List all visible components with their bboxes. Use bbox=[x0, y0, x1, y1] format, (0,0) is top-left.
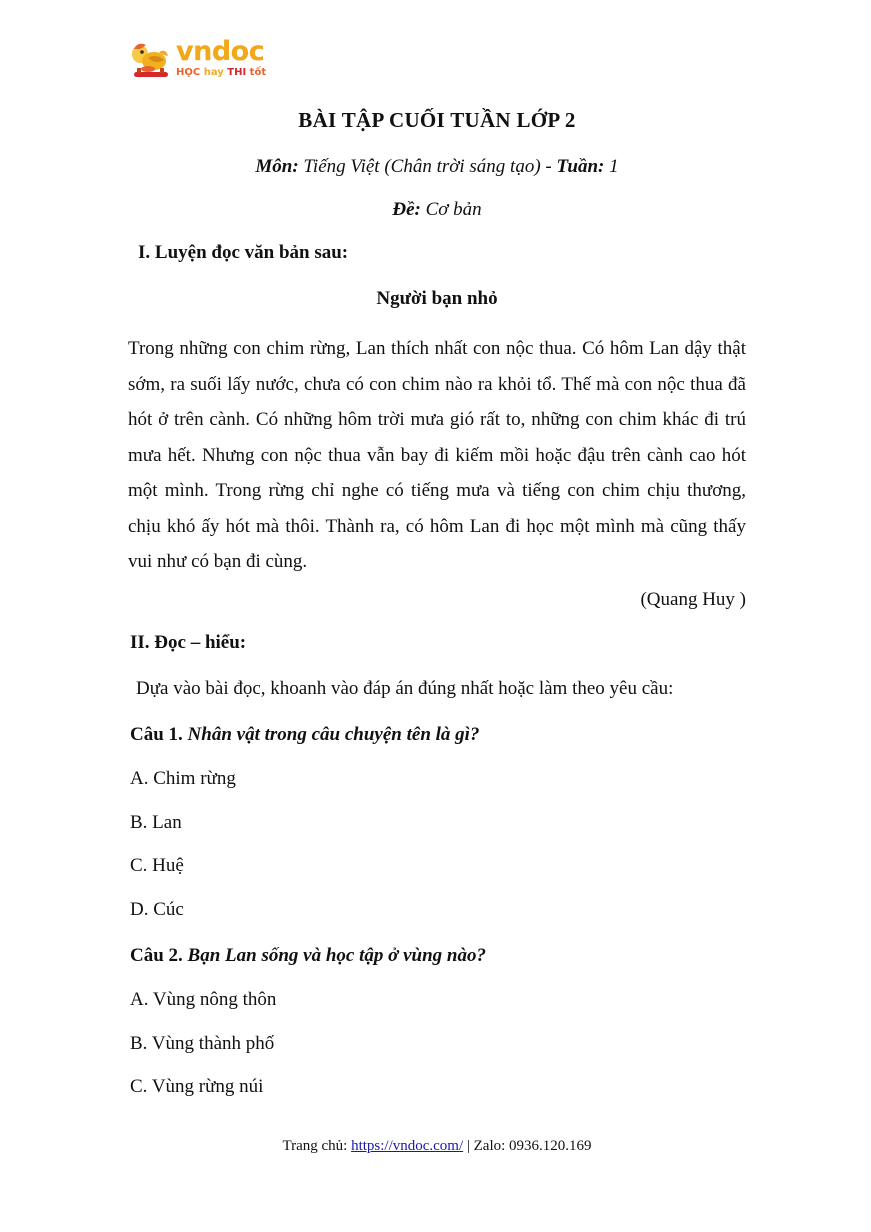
story-title: Người bạn nhỏ bbox=[376, 288, 498, 309]
subject-line bbox=[128, 156, 746, 178]
logo-tagline bbox=[176, 67, 316, 79]
logo-text bbox=[176, 38, 316, 84]
logo-wordmark: vndoc bbox=[176, 38, 316, 66]
tagline-word-4: tốt bbox=[249, 67, 267, 78]
question-1 bbox=[130, 724, 479, 746]
question-2-number: Câu 2. bbox=[130, 945, 183, 966]
question-1-option-c[interactable]: C. Huệ bbox=[130, 855, 184, 876]
question-1-option-a[interactable]: A. Chim rừng bbox=[130, 768, 236, 789]
question-2 bbox=[130, 945, 486, 967]
tagline-word-2: hay bbox=[203, 67, 224, 78]
question-2-option-b[interactable]: B. Vùng thành phố bbox=[130, 1033, 275, 1054]
subject-label: Môn: bbox=[255, 156, 299, 177]
bird-mascot-icon bbox=[128, 40, 174, 82]
instruction-text: Dựa vào bài đọc, khoanh vào đáp án đúng nhất hoặc làm theo yêu cầu: bbox=[136, 678, 674, 699]
tagline-word-1: HỌC bbox=[176, 67, 201, 78]
tagline-word-3: THI bbox=[227, 67, 247, 78]
page-title: BÀI TẬP CUỐI TUẦN LỚP 2 bbox=[298, 108, 576, 132]
week-value: 1 bbox=[604, 156, 619, 177]
footer-link[interactable]: https://vndoc.com/ bbox=[351, 1138, 464, 1154]
story-attribution: (Quang Huy ) bbox=[640, 589, 746, 610]
level-value: Cơ bản bbox=[420, 199, 482, 220]
question-2-text: Bạn Lan sống và học tập ở vùng nào? bbox=[182, 945, 486, 966]
question-1-number: Câu 1. bbox=[130, 724, 183, 745]
section-heading-two: II. Đọc – hiểu: bbox=[130, 632, 247, 653]
level-line bbox=[128, 199, 746, 221]
page-footer bbox=[128, 1138, 746, 1155]
question-2-option-c[interactable]: C. Vùng rừng núi bbox=[130, 1076, 264, 1097]
footer-prefix: Trang chủ: bbox=[282, 1138, 352, 1154]
footer-suffix: | Zalo: 0936.120.169 bbox=[463, 1138, 592, 1154]
story-body bbox=[128, 331, 746, 580]
subject-value: Tiếng Việt (Chân trời sáng tạo) - bbox=[298, 156, 557, 177]
story-body-text: Trong những con chim rừng, Lan thích nhất con nộc thua. Có hôm Lan dậy thật sớm, ra suối lấy nước, chưa có con chim nào ra khỏi tổ. Thế mà con nộc thua đã hót ở trên cành. Có những hôm trời mưa gió rất to, những con chim khác đi trú mưa hết. Nhưng con nộc thua vẫn bay đi kiếm mồi hoặc đậu trên cành cao hót một mình. Trong rừng chỉ nghe có tiếng mưa và tiếng con chim chịu thương, chịu khó ấy hót mà thôi. Thành ra, có hôm Lan đi học một mình mà cũng thấy vui như có bạn đi cùng. bbox=[128, 338, 746, 572]
question-1-option-b[interactable]: B. Lan bbox=[130, 812, 182, 833]
level-label: Đề: bbox=[392, 199, 421, 220]
section-heading-one: I. Luyện đọc văn bản sau: bbox=[138, 242, 349, 263]
question-1-text: Nhân vật trong câu chuyện tên là gì? bbox=[182, 724, 480, 745]
week-label: Tuần: bbox=[556, 156, 605, 177]
question-1-option-d[interactable]: D. Cúc bbox=[130, 899, 184, 920]
question-2-option-a[interactable]: A. Vùng nông thôn bbox=[130, 989, 277, 1010]
vndoc-logo[interactable] bbox=[128, 38, 318, 86]
